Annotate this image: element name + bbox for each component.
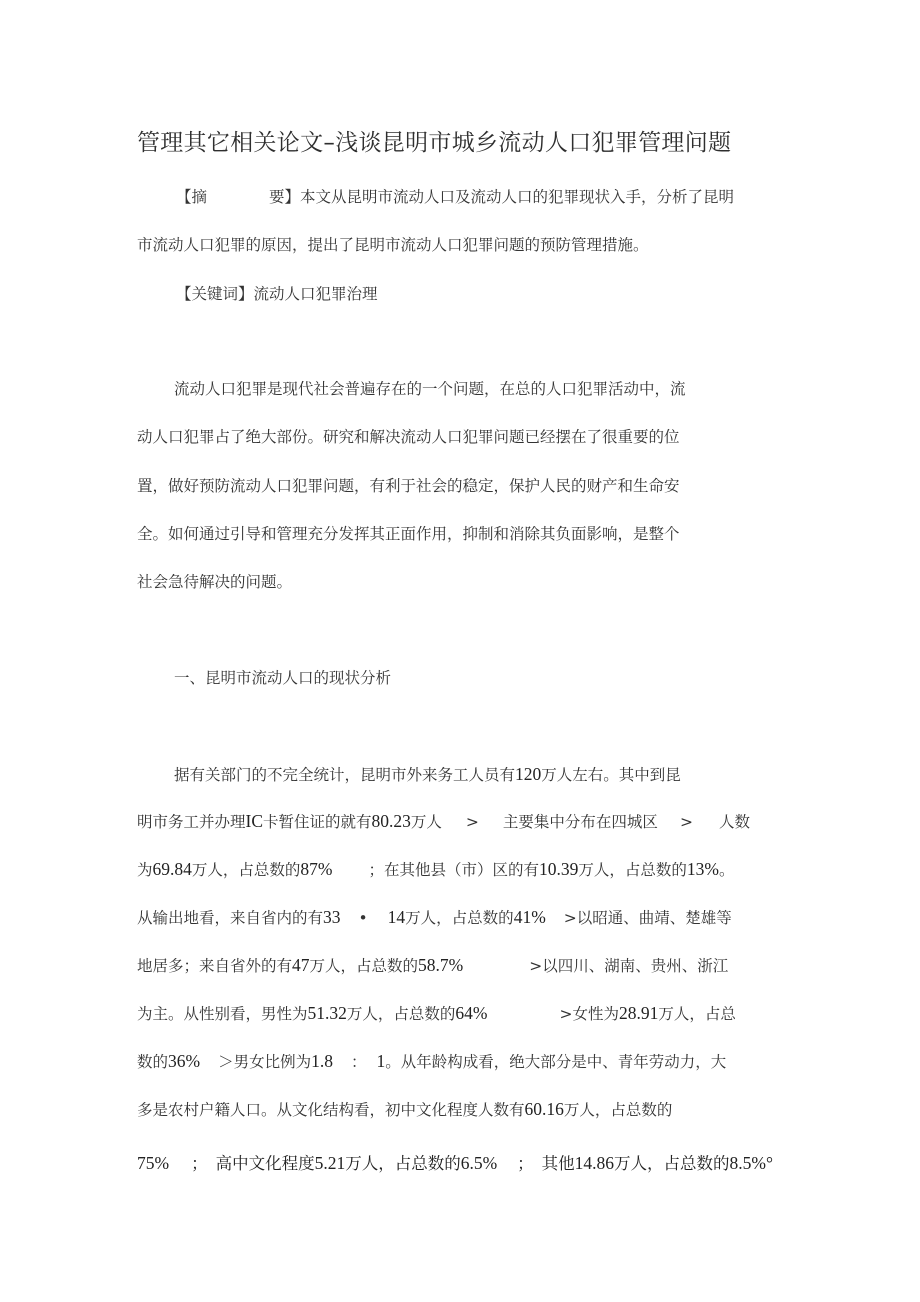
abstract-line-2: 市流动人口犯罪的原因，提出了昆明市流动人口犯罪问题的预防管理措施。 [137,236,649,254]
stats-text: ；在其他县（市）区的有 [368,861,539,879]
stats-text: 从输出地看，来自省内的有 [137,909,324,927]
stats-number: 75% [137,1153,170,1173]
stats-number: 47 [292,955,310,975]
document-title: 管理其它相关论文–浅谈昆明市城乡流动人口犯罪管理问题 [137,130,732,156]
stats-text: 明市务工并办理 [137,813,246,831]
stats-text: 万人，占总数的 [578,861,687,879]
stats-text: 多是农村户籍人口。从文化结构看，初中文化程度人数有 [137,1101,525,1119]
abstract-text-1: 本文从昆明市流动人口及流动人口的犯罪现状入手，分析了昆明 [300,188,735,206]
stats-line-2 [137,810,750,832]
stats-text: 为主。从性别看，男性为 [137,1005,308,1023]
abstract-label-left: 【摘 [176,188,208,206]
stats-number: 10.39 [539,859,579,879]
stats-text: ＞男女比例为 [218,1053,312,1071]
stats-number: 33 [323,907,341,927]
stats-text: 高中文化程度 [215,1154,315,1173]
keywords-line [176,282,378,304]
stats-text: 据有关部门的不完全统计，昆明市外来务工人员有 [174,766,516,784]
abstract-label-right: 要】 [269,188,301,206]
stats-text: 万人，占总数的 [614,1154,730,1173]
keywords-text: 流动人口犯罪治理 [253,285,378,303]
stats-line-8 [137,1098,672,1120]
stats-text: ： [350,1053,367,1071]
stats-number: 28.91 [618,1003,659,1023]
stats-number: 1 [376,1051,386,1071]
stats-text: • [358,909,368,927]
stats-number: 60.16 [524,1099,564,1119]
intro-line-2: 动人口犯罪占了绝大部份。研究和解决流动人口犯罪问题已经摆在了很重要的位 [137,428,680,446]
stats-line-3 [137,858,734,880]
abstract-line-1 [176,185,734,207]
stats-text: 万人 [410,813,442,831]
stats-number: 5.21 [314,1153,346,1173]
stats-number: 80.23 [371,811,411,831]
stats-text: >以昭通、曲靖、楚雄等 [563,909,732,927]
stats-number: 8.5%° [729,1153,773,1173]
stats-number: 1.8 [311,1051,333,1071]
stats-text: ； [517,1154,534,1173]
intro-line-5: 社会急待解决的问题。 [137,573,293,591]
keywords-label: 【关键词】 [176,285,254,303]
stats-text: 为 [137,861,153,879]
stats-text: 。 [718,861,735,879]
stats-number: 51.32 [307,1003,347,1023]
stats-number: 58.7% [418,955,464,975]
stats-text: 万人左右。其中到昆 [541,766,681,784]
stats-number: IC [245,811,264,831]
stats-text: 万人，占总数的 [405,909,514,927]
stats-text: >以四川、湖南、贵州、浙江 [529,957,729,975]
stats-text: 。从年龄构成看，绝大部分是中、青年劳动力，大 [385,1053,727,1071]
intro-line-1: 流动人口犯罪是现代社会普遍存在的一个问题，在总的人口犯罪活动中，流 [174,380,686,398]
stats-line-4 [137,906,732,928]
intro-line-3: 置，做好预防流动人口犯罪问题，有利于社会的稳定，保护人民的财产和生命安 [137,477,680,495]
stats-text: 万人，占总数的 [345,1154,461,1173]
stats-text: 地居多；来自省外的有 [137,957,293,975]
stats-text: > [465,813,479,831]
stats-text: 万人，占总数的 [309,957,419,975]
stats-number: 14 [387,907,406,927]
intro-line-4: 全。如何通过引导和管理充分发挥其正面作用，抑制和消除其负面影响，是整个 [137,525,680,543]
stats-text: 万人，占总数的 [563,1101,673,1119]
stats-text: ； [191,1154,208,1173]
stats-number: 120 [515,764,542,784]
stats-text: > [679,813,693,831]
stats-number: 13% [686,859,719,879]
stats-line-9 [137,1150,773,1174]
stats-text: 万人，占总 [658,1005,736,1023]
stats-text: 万人，占总数的 [346,1005,456,1023]
stats-text: >女性为 [559,1005,619,1023]
stats-line-1 [174,763,681,785]
stats-number: 87% [300,859,333,879]
stats-line-6 [137,1002,736,1024]
stats-text: 万人，占总数的 [191,861,301,879]
stats-number: 14.86 [574,1153,615,1173]
stats-line-5 [137,954,728,976]
stats-number: 64% [455,1003,488,1023]
stats-text: 主要集中分布在四城区 [502,813,658,831]
stats-number: 36% [168,1051,201,1071]
stats-text: 人数 [718,813,750,831]
stats-text: 其他 [541,1154,575,1173]
stats-number: 41% [513,907,546,927]
stats-line-7 [137,1050,726,1072]
stats-number: 6.5% [460,1153,498,1173]
section-1-heading: 一、昆明市流动人口的现状分析 [174,669,392,687]
stats-text: 卡暂住证的就有 [263,813,372,831]
stats-number: 69.84 [152,859,192,879]
stats-text: 数的 [137,1053,169,1071]
